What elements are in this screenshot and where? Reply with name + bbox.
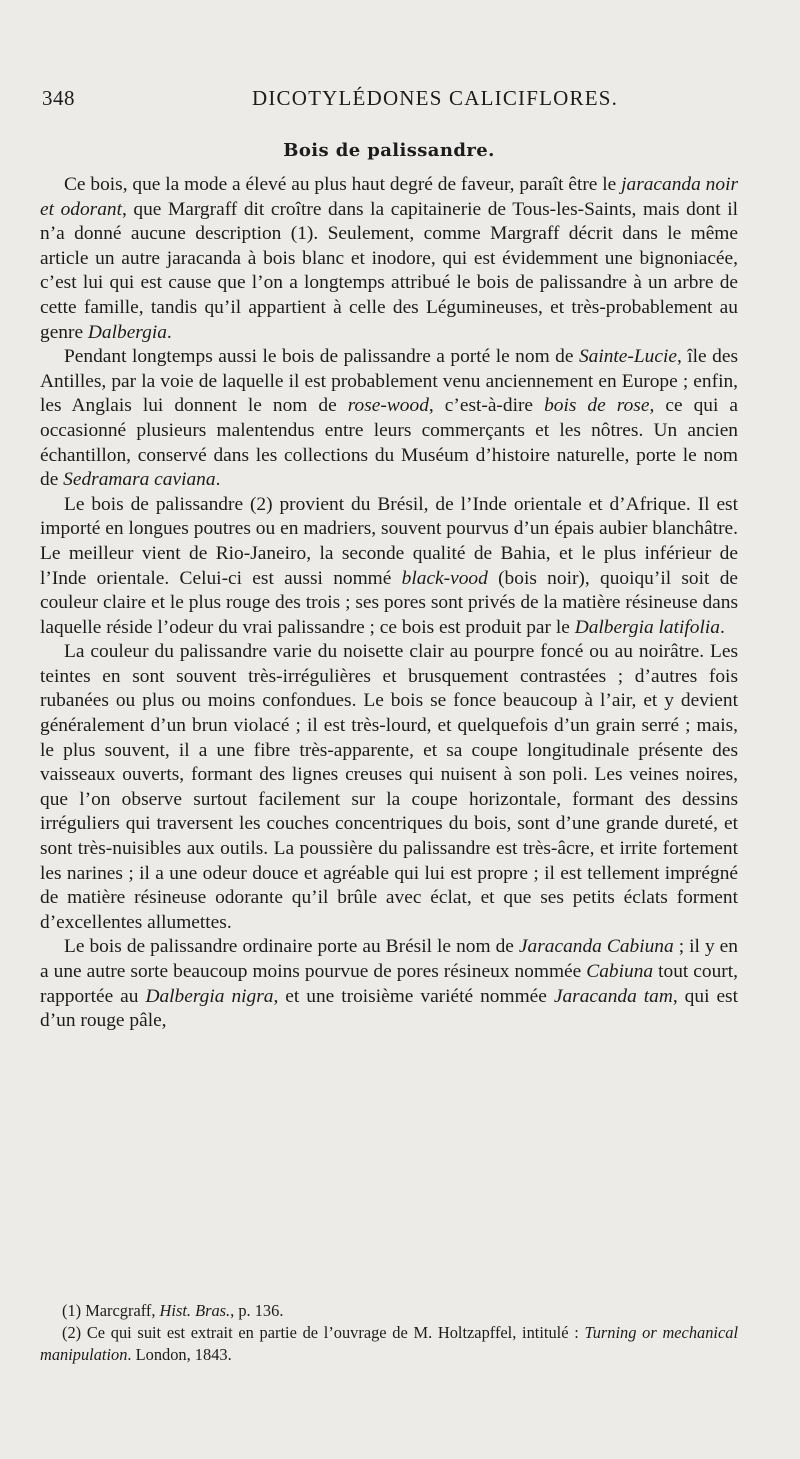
italic-text: Dalbergia nigra [145, 985, 274, 1007]
italic-text: Dalbergia latifolia [574, 616, 720, 638]
section-title: Bois de palissandre. [283, 140, 495, 161]
italic-text: Cabiuna [586, 961, 654, 982]
text-run: , que Margraff dit croître dans la capitainerie de Tous-les-Saints, mais dont il n’a donné aucune description (1). Seulement, comme Margraff décrit dans le même article un autre jaracanda à bois blanc et inodore, qui est évidemment une bignoniacée, c’est lui qui est cause que l’on a longtemps attribué le bois de palissandre à un arbre de cette famille, tandis qu’il appartient à celle des Légumineuses, et très-probablement au genre [40, 198, 738, 343]
paragraph [40, 345, 738, 493]
text-run: , ce qui a occasionné plusieurs malentendus entre leurs commerçants et les nôtres. Un ancien échantillon, conservé dans les collections du Muséum d’histoire naturelle, porte le nom de [40, 395, 738, 491]
italic-text: Jaracanda Cabiuna [518, 936, 674, 958]
text-run: Le bois de palissandre ordinaire porte au Brésil le nom de [64, 936, 519, 958]
italic-text: black-vood [401, 567, 488, 589]
running-title: DICOTYLÉDONES CALICIFLORES. [252, 86, 619, 110]
footnote [40, 1300, 738, 1322]
footnote [40, 1322, 738, 1366]
italic-text: Sainte-Lucie [578, 346, 677, 368]
text-run: , et une troisième variété nommée [273, 985, 554, 1007]
italic-text: Dalbergia [87, 321, 167, 343]
text-run: , qui est d’un rouge pâle, [40, 985, 738, 1032]
italic-text: Sedramara caviana [63, 469, 216, 491]
text-run: (2) Ce qui suit est extrait en partie de l’ouvrage de M. Holtzapffel, intitulé : [62, 1323, 585, 1342]
text-run: , île des Antilles, par la voie de laquelle il est probablement venu anciennement en Europe ; enfin, les Anglais lui donnent le nom de [40, 346, 738, 417]
paragraph [40, 493, 738, 641]
text-run: . London, 1843. [127, 1345, 232, 1364]
text-run: Pendant longtemps aussi le bois de palissandre a porté le nom de [64, 346, 579, 368]
text-run: Le bois de palissandre (2) provient du Brésil, de l’Inde orientale et d’Afrique. Il est importé en longues poutres ou en madriers, souvent pourvus d’un épais aubier blanchâtre. Le meilleur vient de Rio-Janeiro, la seconde qualité de Bahia, et le plus inférieur de l’Inde orientale. Celui-ci est aussi nommé [40, 493, 738, 589]
footnotes [40, 1300, 738, 1366]
text-run: , c’est-à-dire [428, 395, 545, 417]
paragraph [40, 640, 738, 935]
text-run: . [166, 321, 172, 343]
text-run: La couleur du palissandre varie du noisette clair au pourpre foncé ou au noirâtre. Les teintes en sont souvent très-irrégulières et brusquement contrastées ; d’autres fois rubanées ou plus ou moins confondues. Le bois se fonce beaucoup à l’air, et y devient généralement d’un brun violacé ; il est très-lourd, et quelquefois d’un grain serré ; mais, le plus souvent, il a une fibre très-apparente, et sa coupe longitudinale présente des vaisseaux ouverts, formant des lignes creuses qui nuisent à son poli. Les veines noires, que l’on observe surtout facilement sur la coupe horizontale, formant des dessins irréguliers qui traversent les couches concentriques du bois, sont d’une grande dureté, et sont très-nuisibles aux outils. La poussière du palissandre est très-âcre, et irrite fortement les narines ; il a une odeur douce et agréable qui lui est propre ; il est tellement imprégné de matière résineuse odorante qu’il brûle avec éclat, et que ses petits éclats forment d’excellentes allumettes. [40, 641, 738, 933]
text-run: (bois noir), quoiqu’il soit de couleur claire et le plus rouge des trois ; ses pores sont privés de la matière résineuse dans laquelle réside l’odeur du vrai palissandre ; ce bois est produit par le [40, 567, 738, 638]
page-number: 348 [42, 86, 75, 110]
body-text [40, 173, 738, 1034]
text-run: Ce bois, que la mode a élevé au plus haut degré de faveur, paraît être le [64, 174, 622, 195]
text-run: . [719, 616, 725, 638]
paragraph [40, 173, 738, 345]
italic-text: Turning or mechanical manipulation [40, 1323, 738, 1364]
text-run: ; il y en a une autre sorte beaucoup moins pourvue de pores résineux nommée [40, 936, 738, 982]
text-run: . [215, 469, 221, 491]
italic-text: jaracanda noir et odorant [40, 174, 738, 220]
paragraph [40, 935, 738, 1033]
italic-text: rose-wood [347, 395, 429, 417]
italic-text: bois de rose [544, 395, 650, 417]
text-run: (1) Marcgraff, [62, 1301, 160, 1320]
italic-text: Jaracanda tam [553, 985, 673, 1007]
text-run: tout court, rapportée au [40, 961, 738, 1007]
italic-text: Hist. Bras. [159, 1301, 231, 1320]
running-header [40, 78, 738, 118]
text-run: , p. 136. [230, 1301, 284, 1320]
